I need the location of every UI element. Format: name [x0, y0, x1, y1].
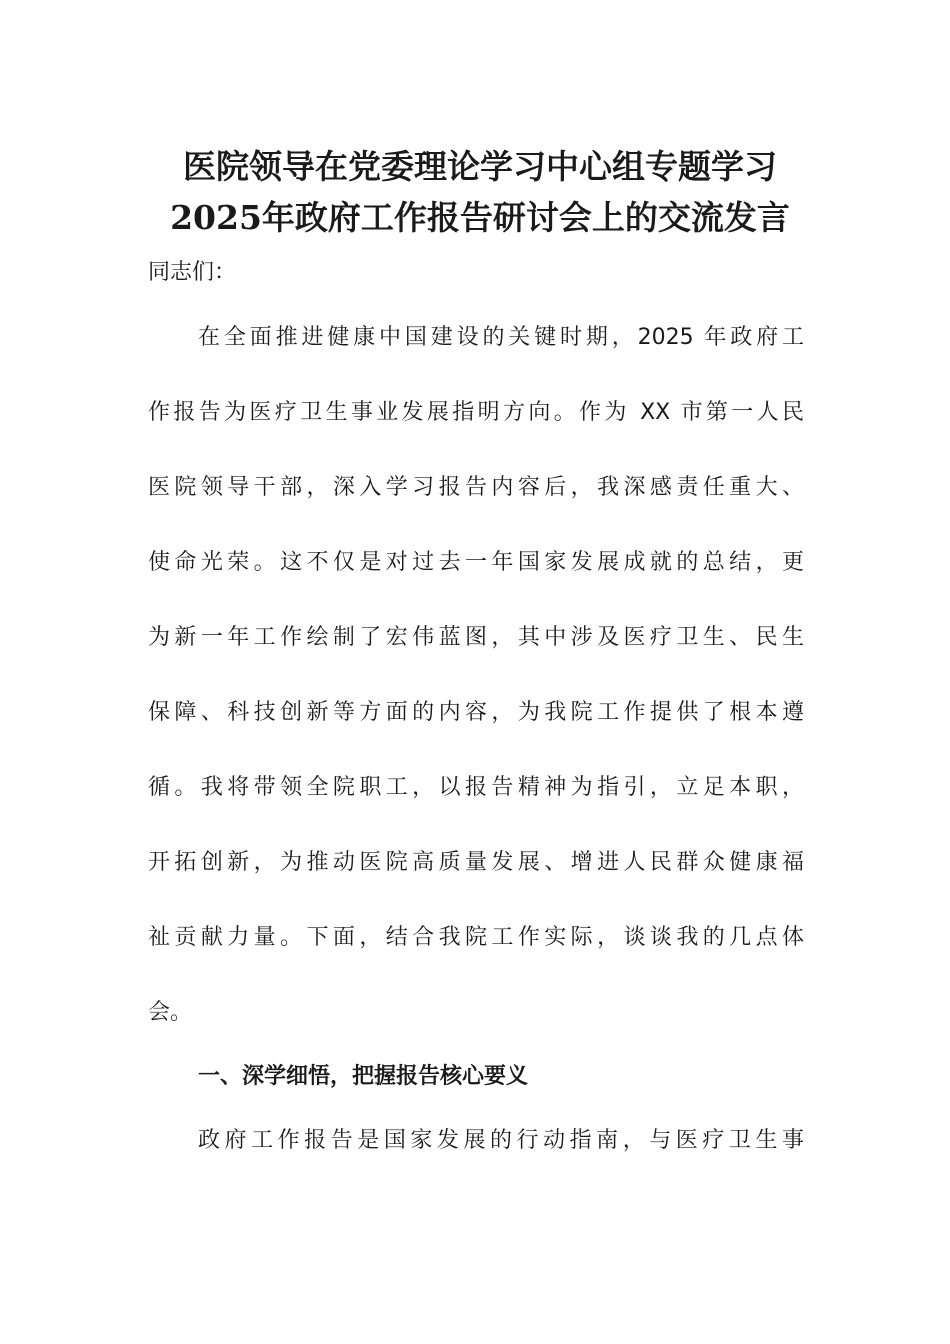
paragraph-1-line: 循。我将带领全院职工，以报告精神为指引，立足本职，: [148, 775, 804, 800]
document-title-line-2: 2025年政府工作报告研讨会上的交流发言: [170, 198, 790, 237]
paragraph-1-line: 祉贡献力量。下面，结合我院工作实际，谈谈我的几点体: [148, 925, 804, 950]
paragraph-2-line: 政府工作报告是国家发展的行动指南，与医疗卫生事: [198, 1128, 804, 1153]
paragraph-1-line: 为新一年工作绘制了宏伟蓝图，其中涉及医疗卫生、民生: [148, 625, 804, 650]
greeting: 同志们：: [148, 260, 237, 285]
paragraph-1-line: 在全面推进健康中国建设的关键时期，2025 年政府工: [198, 325, 804, 350]
section-1-heading: 一、深学细悟，把握报告核心要义: [198, 1064, 529, 1089]
paragraph-1-line: 作报告为医疗卫生事业发展指明方向。作为 XX 市第一人民: [148, 400, 804, 425]
document-title-line-1: 医院领导在党委理论学习中心组专题学习: [183, 147, 777, 186]
paragraph-1-line: 开拓创新，为推动医院高质量发展、增进人民群众健康福: [148, 850, 804, 875]
paragraph-1-line: 医院领导干部，深入学习报告内容后，我深感责任重大、: [148, 475, 804, 500]
paragraph-1-line: 保障、科技创新等方面的内容，为我院工作提供了根本遵: [148, 700, 804, 725]
paragraph-1-line: 使命光荣。这不仅是对过去一年国家发展成就的总结，更: [148, 550, 804, 575]
paragraph-1-line: 会。: [148, 1000, 193, 1025]
